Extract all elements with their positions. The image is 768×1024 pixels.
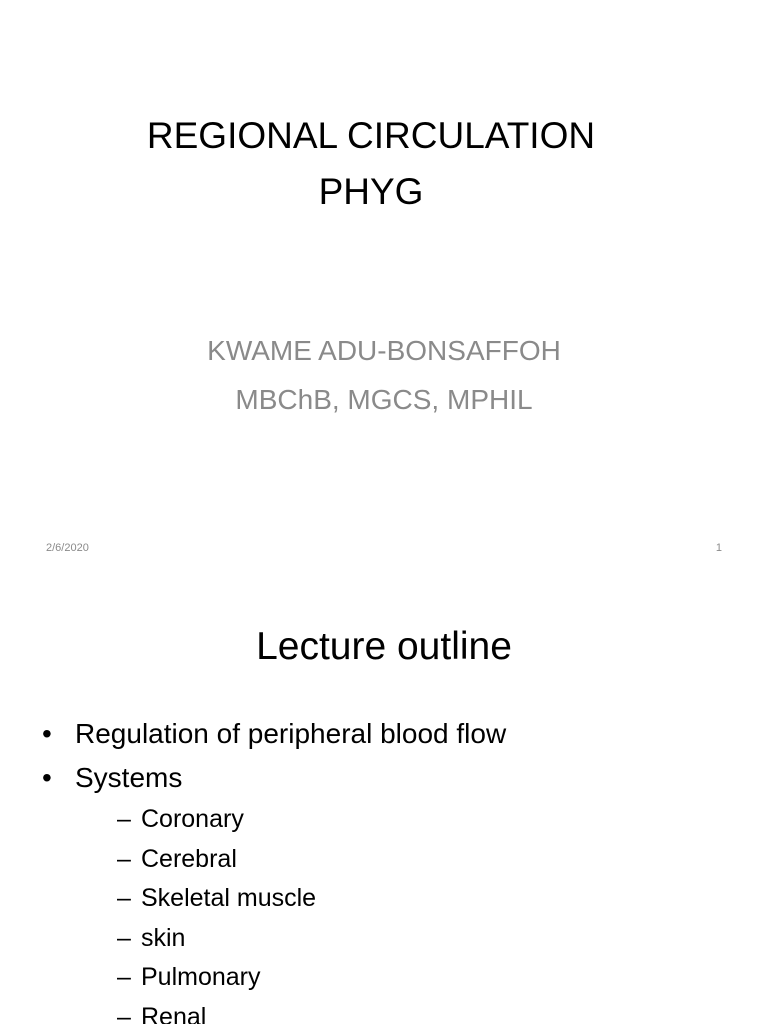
- sub-list-item: [75, 840, 506, 880]
- dash-icon: –: [117, 963, 131, 991]
- slide-title-line-2: PHYG: [318, 171, 424, 212]
- bullet-text: Systems: [75, 762, 183, 793]
- sub-item-text: Renal: [141, 1002, 207, 1024]
- slide-title-line-1: REGIONAL CIRCULATION: [146, 115, 596, 156]
- sub-item-text: Skeletal muscle: [141, 884, 317, 912]
- dash-icon: –: [117, 884, 131, 912]
- sub-list-item: [75, 958, 506, 998]
- slide-page-number: 1: [715, 542, 722, 554]
- dash-icon: –: [117, 923, 131, 952]
- sub-list-item: [75, 919, 506, 959]
- outline-slide: [0, 576, 768, 1024]
- dash-icon: –: [117, 1002, 131, 1024]
- bullet-text: Regulation of peripheral blood flow: [75, 718, 507, 749]
- slide-date: 2/6/2020: [46, 542, 89, 554]
- dash-icon: –: [117, 844, 131, 873]
- sub-list-item: [75, 879, 506, 919]
- bullet-icon: •: [42, 762, 52, 793]
- bullet-icon: •: [42, 718, 52, 749]
- sub-item-text: Cerebral: [141, 844, 237, 873]
- sub-list-item: [75, 998, 506, 1024]
- author-name: KWAME ADU-BONSAFFOH: [207, 335, 561, 366]
- author-credentials: MBChB, MGCS, MPHIL: [235, 384, 533, 415]
- dash-icon: –: [117, 805, 131, 833]
- sub-item-text: Pulmonary: [141, 963, 261, 991]
- outline-title: Lecture outline: [256, 625, 512, 668]
- systems-sublist: [75, 800, 506, 1024]
- sub-item-text: skin: [141, 923, 186, 952]
- list-item: [42, 712, 506, 756]
- list-item: [42, 756, 506, 1024]
- outline-list: [42, 712, 506, 1024]
- sub-list-item: [75, 800, 506, 840]
- sub-item-text: Coronary: [141, 805, 244, 833]
